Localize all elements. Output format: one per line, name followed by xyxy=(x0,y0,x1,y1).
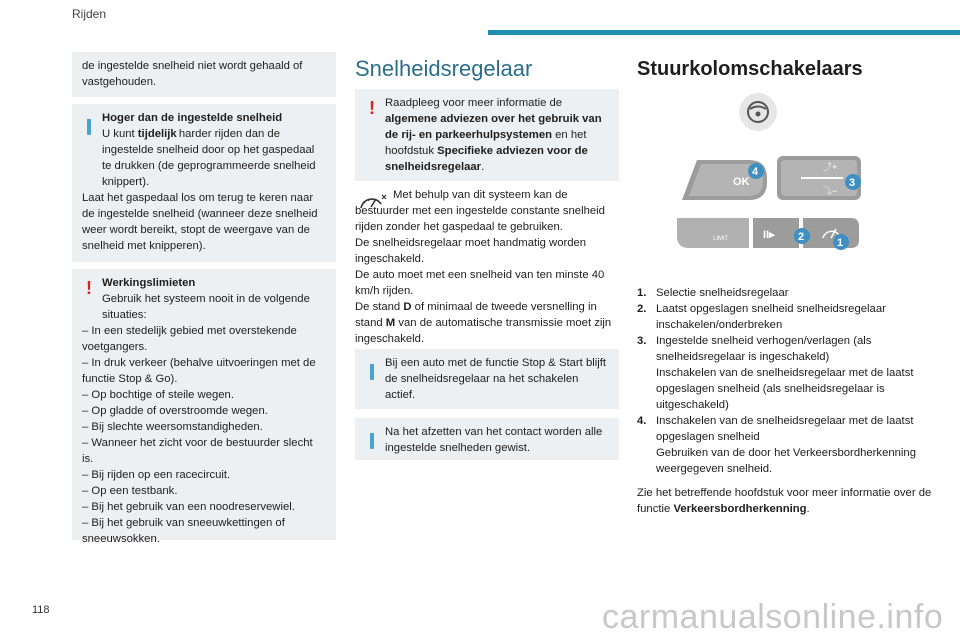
higher-speed-text-a: U kunt xyxy=(102,128,138,140)
svg-text:1: 1 xyxy=(837,237,844,249)
switch-legend-list xyxy=(637,285,937,517)
outro-text-c: . xyxy=(806,503,810,515)
list-item: 1. Selectie snelheidsregelaar xyxy=(637,287,789,299)
cruise-body-4e: van de automatische transmissie moet zijn ingeschakeld. xyxy=(355,317,612,345)
intro-box xyxy=(72,52,336,97)
steering-wheel-icon xyxy=(739,93,777,131)
cruise-body-3: De auto moet met een snelheid van ten minste 40 km/h rijden. xyxy=(355,269,605,297)
info-box-ignition xyxy=(355,418,619,460)
cruise-body-4c: of minimaal de tweede versnelling in stand xyxy=(355,301,597,329)
warning-box-advice xyxy=(355,89,619,181)
higher-speed-bold: tijdelijk xyxy=(137,128,177,140)
cruise-body-1: Met behulp van dit systeem kan de bestuurder met een ingestelde constante snelheid rijden zonder het gaspedaal te gebruiken. xyxy=(355,189,605,233)
steering-switches-figure xyxy=(637,90,937,275)
list-item: 2. Laatst opgeslagen snelheid snelheidsregelaar inschakelen/onderbreken xyxy=(637,303,886,331)
watermark: carmanualsonline.info xyxy=(602,598,944,636)
higher-speed-text-b: harder rijden dan de ingestelde snelheid door op het gaspedaal te drukken (de geprogrammeerde snelheid knippert). xyxy=(102,128,316,188)
warning-icon: ! xyxy=(86,278,92,298)
limits-title: Werkingslimieten xyxy=(102,277,196,289)
advice-text-c: en het hoofdstuk xyxy=(385,129,587,157)
limits-item: – Op gladde of overstroomde wegen. xyxy=(82,405,268,417)
limits-intro: Gebruik het systeem nooit in de volgende situaties: xyxy=(102,293,310,321)
header-accent-bar xyxy=(488,30,960,35)
limits-item: – Bij rijden op een racecircuit. xyxy=(82,469,231,481)
svg-text:2: 2 xyxy=(798,231,805,243)
ok-label: OK xyxy=(733,176,750,188)
svg-text:3: 3 xyxy=(849,177,856,189)
limits-item: – In een stedelijk gebied met overstekende voetgangers. xyxy=(82,325,297,353)
info-box-stop-start xyxy=(355,349,619,409)
info-icon xyxy=(370,364,374,380)
info-icon xyxy=(87,119,91,135)
cruise-body-2: De snelheidsregelaar moet handmatig worden ingeschakeld. xyxy=(355,237,587,265)
page-number: 118 xyxy=(32,604,50,616)
steering-switches-heading: Stuurkolomschakelaars xyxy=(637,58,863,80)
info-box-higher-speed xyxy=(72,104,336,262)
advice-bold-d: Specifieke adviezen voor de snelheidsregelaar xyxy=(385,145,588,173)
outro-bold: Verkeersbordherkenning xyxy=(673,503,807,515)
warning-box-limits xyxy=(72,269,336,545)
outro-text-a: Zie het betreffende hoofdstuk voor meer informatie over de functie xyxy=(637,487,932,515)
higher-speed-text-c: Laat het gaspedaal los om terug te keren naar de ingestelde snelheid (wanneer deze snelheid weer wordt bereikt, stopt de weergave van de snelheid met knipperen). xyxy=(82,192,318,252)
cruise-control-heading: Snelheidsregelaar xyxy=(355,56,533,81)
limits-item: – Bij het gebruik van een noodreservewiel. xyxy=(82,501,295,513)
running-header: Rijden xyxy=(72,7,107,21)
cruise-body-4d: M xyxy=(385,317,396,329)
limits-item: – Wanneer het zicht voor de bestuurder slecht is. xyxy=(82,437,313,465)
limits-item: – Op een testbank. xyxy=(82,485,178,497)
limits-item: – Op bochtige of steile wegen. xyxy=(82,389,234,401)
list-item: 3. Ingestelde snelheid verhogen/verlagen (als snelheidsregelaar is ingeschakeld) Inschakelen van de snelheidsregelaar met de laatst opgeslagen snelheid (als snelheidsregelaar is uitgeschakeld) xyxy=(637,335,914,411)
advice-text-e: . xyxy=(481,161,485,173)
info-icon xyxy=(370,433,374,449)
list-item: 4. Inschakelen van de snelheidsregelaar met de laatst opgeslagen snelheid Gebruiken van de door het Verkeersbordherkenning weergegeven snelheid. xyxy=(637,415,916,475)
cruise-body xyxy=(355,187,619,347)
svg-text:4: 4 xyxy=(752,166,759,178)
warning-icon: ! xyxy=(369,98,375,118)
svg-text:⤴+: ⤴+ xyxy=(823,162,838,172)
limits-item: – In druk verkeer (behalve uitvoeringen met de functie Stop & Go). xyxy=(82,357,316,385)
cruise-body-4b: D xyxy=(403,301,412,313)
advice-bold-b: algemene adviezen over het gebruik van de rij- en parkeerhulpsystemen xyxy=(385,113,602,141)
limits-item: – Bij het gebruik van sneeuwkettingen of sneeuwsokken. xyxy=(82,517,285,545)
advice-text-a: Raadpleeg voor meer informatie de xyxy=(385,97,563,109)
stop-start-text: Bij een auto met de functie Stop & Start blijft de snelheidsregelaar na het schakelen actief. xyxy=(385,357,607,401)
cruise-body-4a: De stand xyxy=(355,301,404,313)
svg-text:⤵−: ⤵− xyxy=(823,186,838,196)
svg-text:II▸: II▸ xyxy=(763,229,775,241)
limits-item: – Bij slechte weersomstandigheden. xyxy=(82,421,263,433)
intro-text: de ingestelde snelheid niet wordt gehaald of vastgehouden. xyxy=(82,60,303,88)
ignition-text: Na het afzetten van het contact worden alle ingestelde snelheden gewist. xyxy=(385,426,603,454)
limit-label: LIMIT xyxy=(713,236,729,242)
higher-speed-title: Hoger dan de ingestelde snelheid xyxy=(102,112,283,124)
